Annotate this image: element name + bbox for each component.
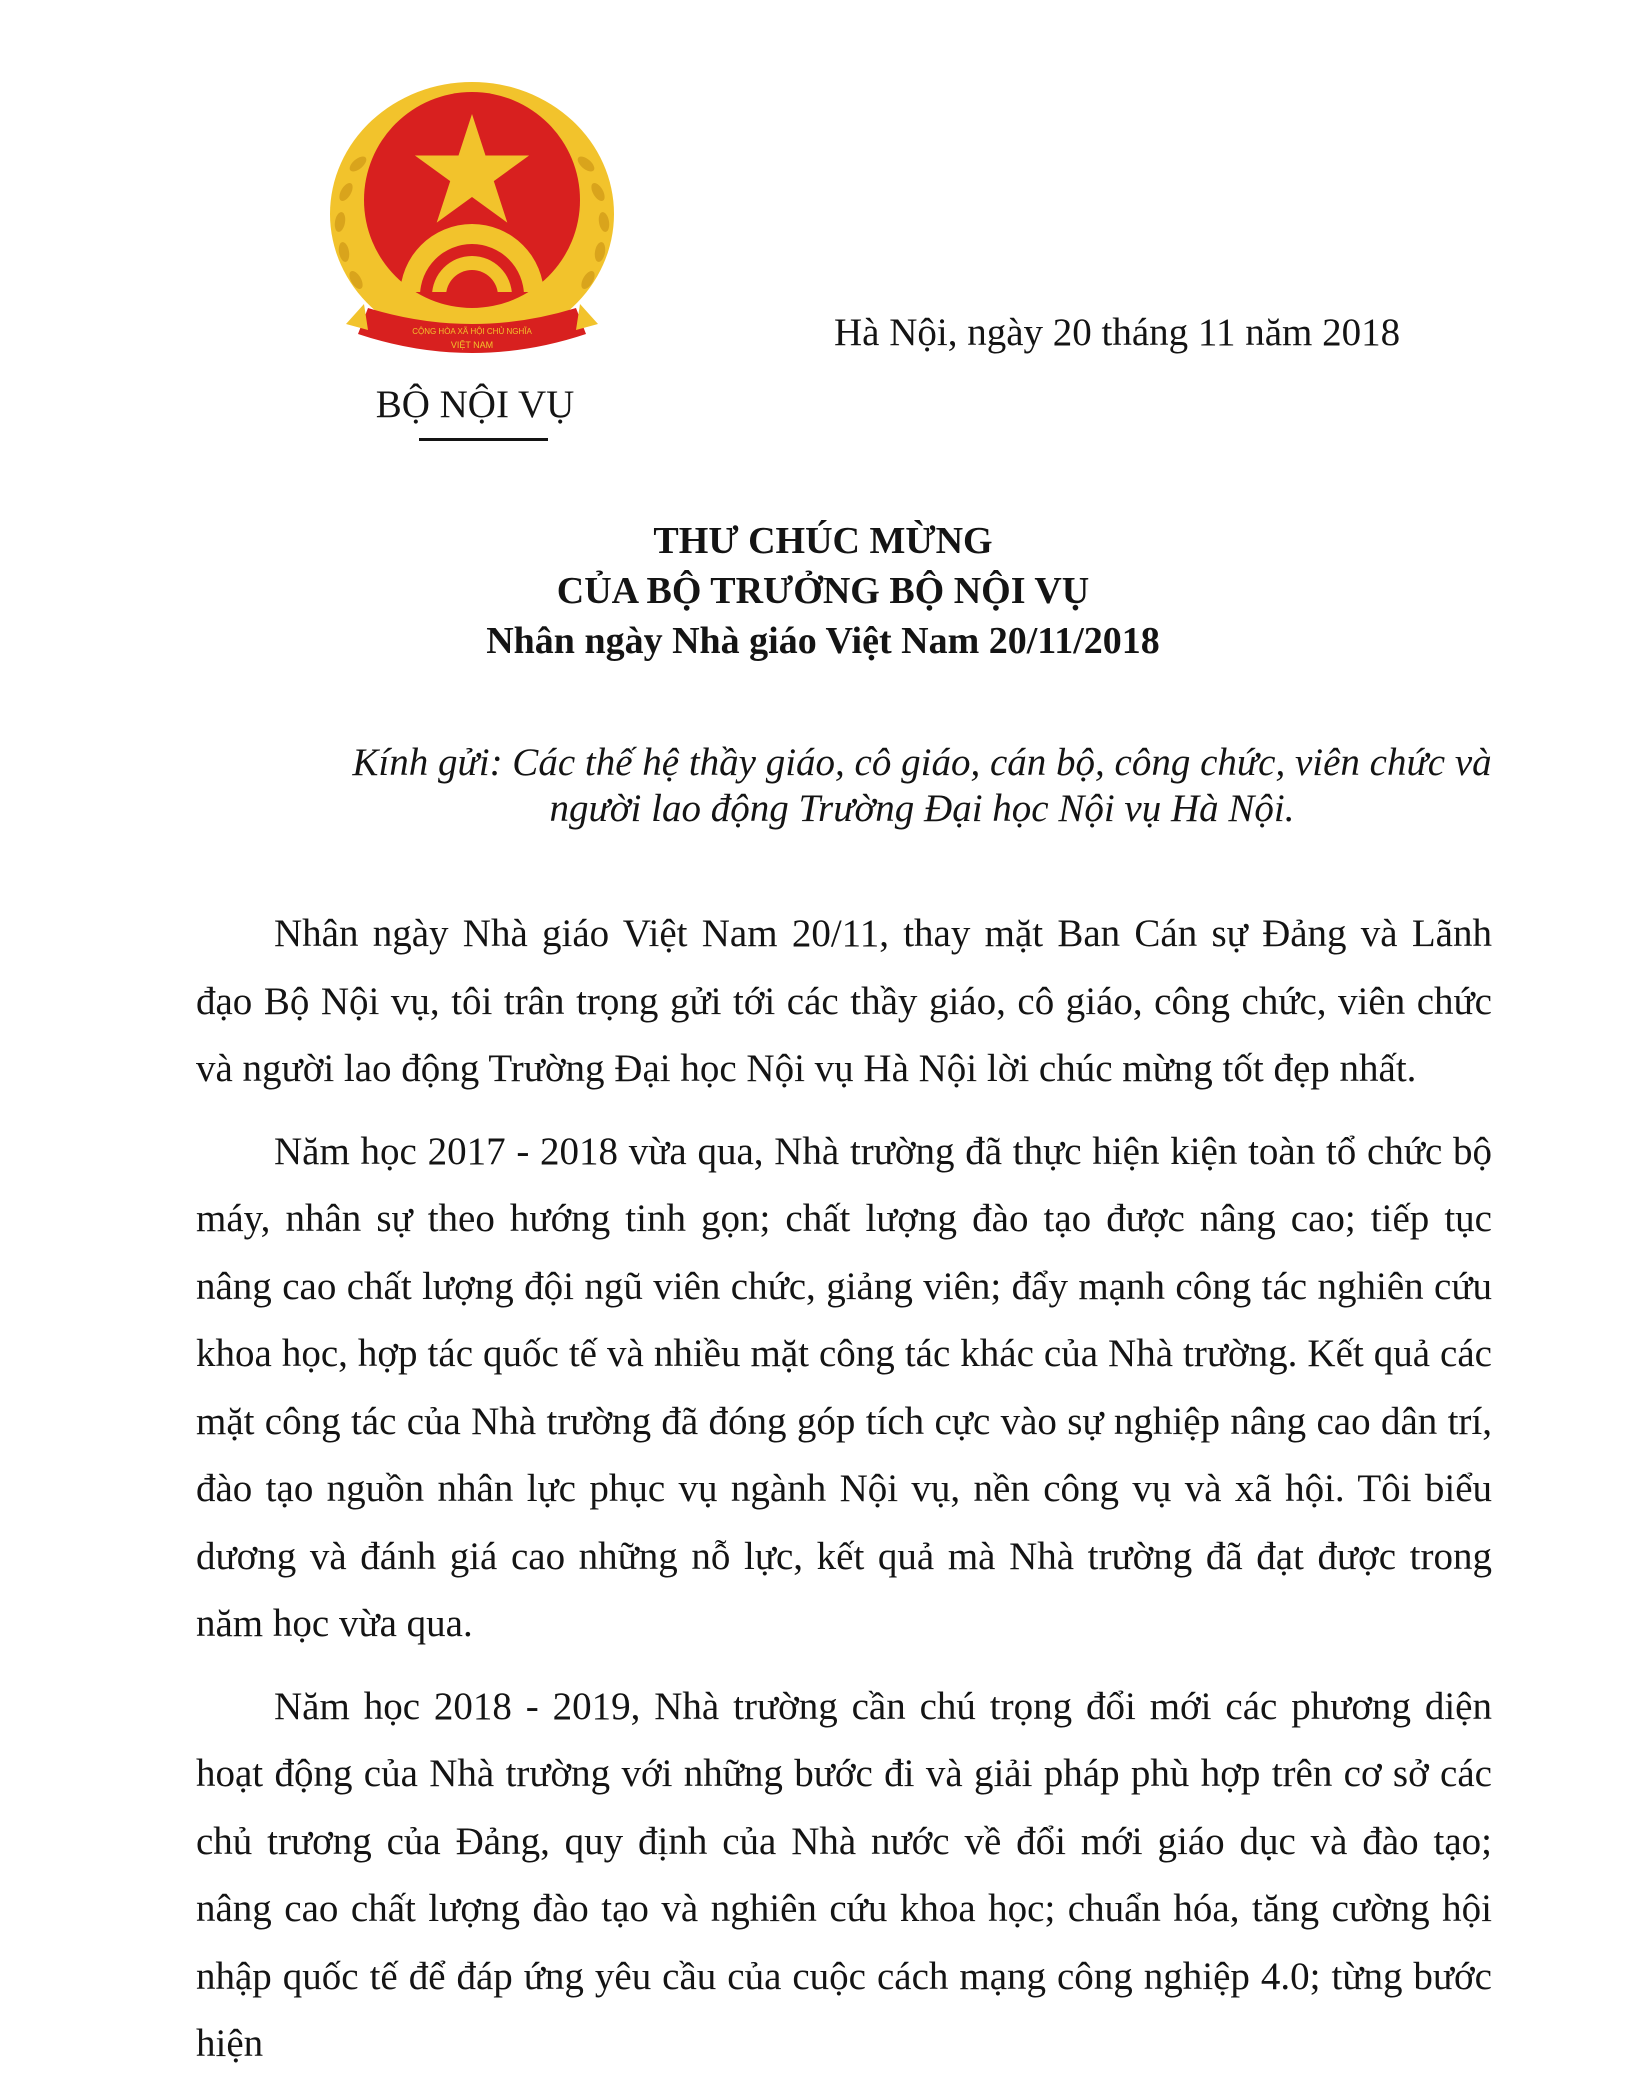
emblem-ribbon-text-2: VIỆT NAM — [450, 340, 494, 350]
organization-name: BỘ NỘI VỤ — [375, 383, 575, 426]
vietnam-national-emblem-icon — [328, 72, 616, 378]
organization-underline — [419, 438, 548, 441]
date-line: Hà Nội, ngày 20 tháng 11 năm 2018 — [834, 311, 1401, 354]
letter-body — [196, 900, 1492, 2093]
recipient-salutation: Kính gửi: Các thế hệ thầy giáo, cô giáo, cán bộ, công chức, viên chức và người lao động Trường Đại học Nội vụ Hà Nội. — [352, 741, 1492, 830]
body-paragraph-2: Năm học 2017 - 2018 vừa qua, Nhà trường đã thực hiện kiện toàn tổ chức bộ máy, nhân sự theo hướng tinh gọn; chất lượng đào tạo được nâng cao; tiếp tục nâng cao chất lượng đội ngũ viên chức, giảng viên; đẩy mạnh công tác nghiên cứu khoa học, hợp tác quốc tế và nhiều mặt công tác khác của Nhà trường. Kết quả các mặt công tác của Nhà trường đã đóng góp tích cực vào sự nghiệp nâng cao dân trí, đào tạo nguồn nhân lực phục vụ ngành Nội vụ, nền công vụ và xã hội. Tôi biểu dương và đánh giá cao những nỗ lực, kết quả mà Nhà trường đã đạt được trong năm học vừa qua. — [196, 1129, 1492, 1645]
document-title — [0, 516, 1646, 666]
body-paragraph-1: Nhân ngày Nhà giáo Việt Nam 20/11, thay mặt Ban Cán sự Đảng và Lãnh đạo Bộ Nội vụ, tôi trân trọng gửi tới các thầy giáo, cô giáo, công chức, viên chức và người lao động Trường Đại học Nội vụ Hà Nội lời chúc mừng tốt đẹp nhất. — [196, 912, 1492, 1090]
title-line-2: CỦA BỘ TRƯỞNG BỘ NỘI VỤ — [556, 570, 1090, 612]
title-line-3: Nhân ngày Nhà giáo Việt Nam 20/11/2018 — [486, 620, 1160, 662]
title-line-1: THƯ CHÚC MỪNG — [653, 520, 993, 562]
emblem-ribbon-text: CỘNG HÒA XÃ HỘI CHỦ NGHĨA — [412, 327, 532, 336]
body-paragraph-3: Năm học 2018 - 2019, Nhà trường cần chú trọng đổi mới các phương diện hoạt động của Nhà trường với những bước đi và giải pháp phù hợp trên cơ sở các chủ trương của Đảng, quy định của Nhà nước về đổi mới giáo dục và đào tạo; nâng cao chất lượng đào tạo và nghiên cứu khoa học; chuẩn hóa, tăng cường hội nhập quốc tế để đáp ứng yêu cầu của cuộc cách mạng công nghiệp 4.0; từng bước hiện — [196, 1684, 1492, 2065]
